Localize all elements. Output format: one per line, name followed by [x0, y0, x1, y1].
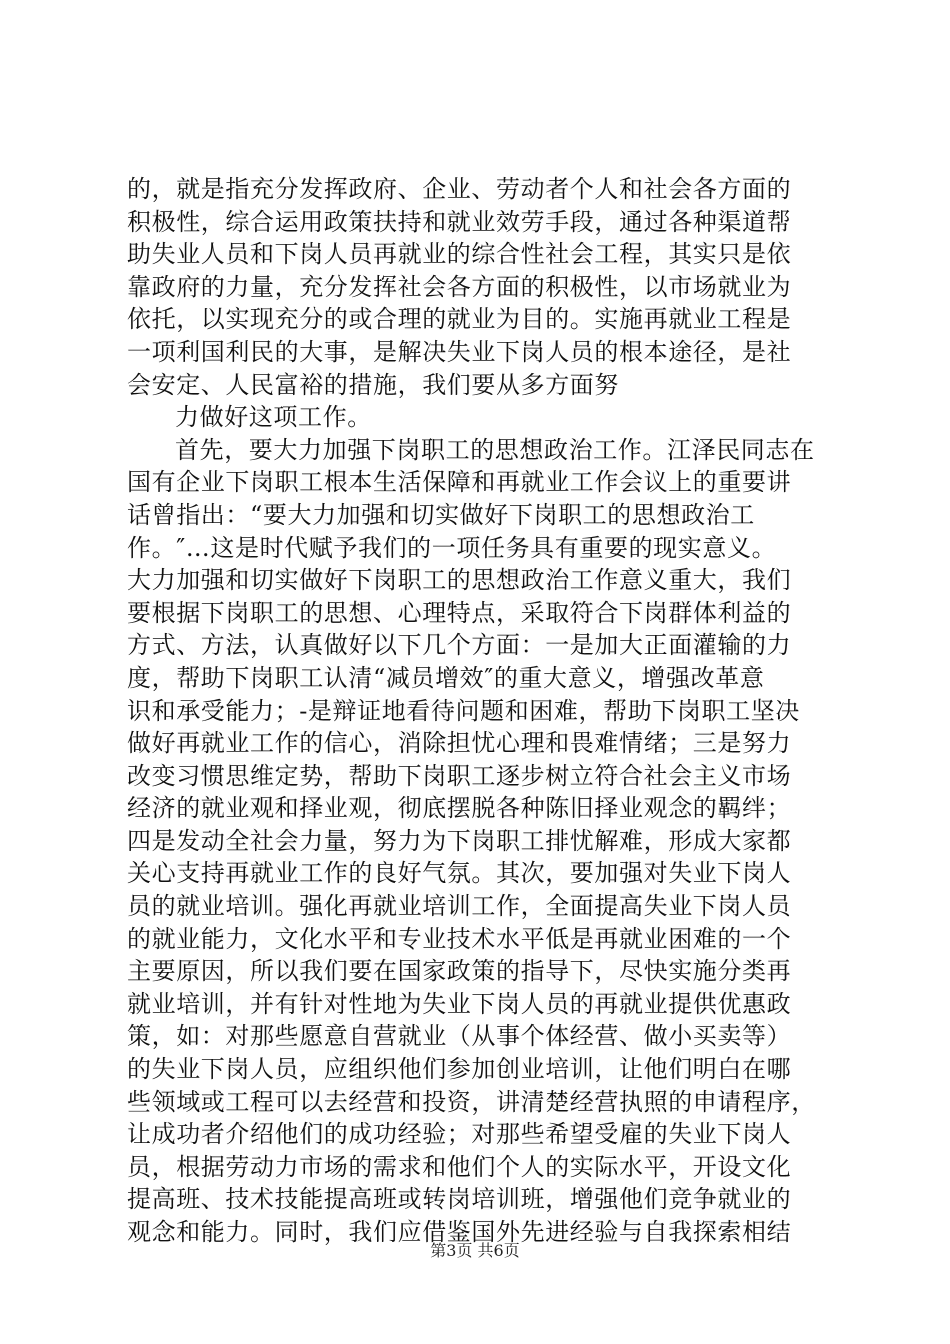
- text-line: 的，就是指充分发挥政府、企业、劳动者个人和社会各方面的: [127, 175, 792, 203]
- text-line: 让成功者介绍他们的成功经验；对那些希望受雇的失业下岗人: [127, 1120, 792, 1149]
- text-line: 员，根据劳动力市场的需求和他们个人的实际水平，开设文化: [127, 1152, 792, 1181]
- text-line: 员的就业培训。强化再就业培训工作，全面提高失业下岗人员: [127, 892, 792, 921]
- text-line: 策，如：对那些愿意自营就业（从事个体经营、做小买卖等）: [127, 1022, 792, 1051]
- text-line: 积极性，综合运用政策扶持和就业效劳手段，通过各种渠道帮: [127, 207, 792, 236]
- text-line: 些领域或工程可以去经营和投资，讲清楚经营执照的申请程序，: [127, 1087, 816, 1116]
- text-line: 国有企业下岗职工根本生活保障和再就业工作会议上的重要讲: [127, 468, 792, 497]
- paragraph-start-line: 首先，要大力加强下岗职工的思想政治工作。江泽民同志在: [175, 435, 815, 464]
- text-line: 的失业下岗人员，应组织他们参加创业培训，让他们明白在哪: [127, 1055, 792, 1084]
- text-line: 会安定、人民富裕的措施，我们要从多方面努: [127, 370, 619, 399]
- text-line: 改变习惯思维定势，帮助下岗职工逐步树立符合社会主义市场: [127, 761, 792, 790]
- text-line: 关心支持再就业工作的良好气氛。其次，要加强对失业下岗人: [127, 859, 792, 888]
- page-number: 第3页 共6页: [430, 1241, 520, 1260]
- text-line: 靠政府的力量，充分发挥社会各方面的积极性，以市场就业为: [127, 272, 792, 301]
- text-line: 的就业能力，文化水平和专业技术水平低是再就业困难的一个: [127, 924, 792, 953]
- text-line: 四是发动全社会力量，努力为下岗职工排忧解难，形成大家都: [127, 826, 792, 855]
- text-line: 就业培训，并有针对性地为失业下岗人员的再就业提供优惠政: [127, 989, 792, 1018]
- text-line: 助失业人员和下岗人员再就业的综合性社会工程，其实只是依: [127, 240, 792, 269]
- text-line: 经济的就业观和择业观，彻底摆脱各种陈旧择业观念的羁绊；: [127, 794, 792, 823]
- text-line: 主要原因，所以我们要在国家政策的指导下，尽快实施分类再: [127, 957, 792, 986]
- body-text: [127, 173, 847, 1249]
- text-line: 方式、方法，认真做好以下几个方面：一是加大正面灌输的力: [127, 631, 792, 660]
- text-line: 大力加强和切实做好下岗职工的思想政治工作意义重大，我们: [127, 566, 792, 595]
- text-line: 作。″…这是时代赋予我们的一项任务具有重要的现实意义。: [127, 533, 777, 562]
- text-line: 识和承受能力；-是辩证地看待问题和困难，帮助下岗职工坚决: [127, 696, 800, 725]
- paragraph-start-line: 力做好这项工作。: [175, 403, 372, 432]
- text-line: 依托，以实现充分的或合理的就业为目的。实施再就业工程是: [127, 305, 792, 334]
- text-line: 做好再就业工作的信心，消除担忧心理和畏难情绪；三是努力: [127, 729, 792, 758]
- text-line: 一项利国利民的大事，是解决失业下岗人员的根本途径，是社: [127, 337, 792, 366]
- text-line: 要根据下岗职工的思想、心理特点，采取符合下岗群体利益的: [127, 598, 792, 627]
- text-line: 观念和能力。同时，我们应借鉴国外先进经验与自我探索相结: [127, 1218, 792, 1246]
- text-line: 话曾指出：“要大力加强和切实做好下岗职工的思想政治工: [127, 500, 755, 529]
- text-line: 提高班、技术技能提高班或转岗培训班，增强他们竞争就业的: [127, 1185, 792, 1214]
- text-line: 度，帮助下岗职工认清“减员增效″的重大意义，增强改革意: [127, 663, 765, 692]
- page-footer: [0, 1241, 950, 1261]
